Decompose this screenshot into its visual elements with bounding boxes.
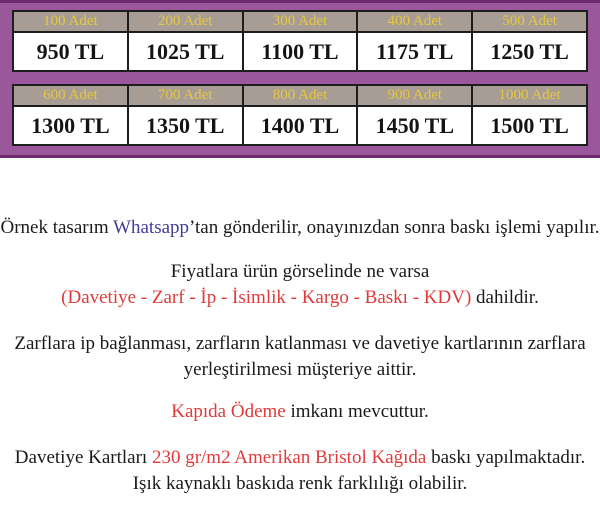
- qty-header-cell: [358, 12, 471, 31]
- note-customer-responsibility: [0, 331, 600, 383]
- included-items-text: (Davetiye - Zarf - İp - İsimlik - Kargo - Baskı - KDV): [61, 287, 472, 308]
- qty-label: 800 Adet: [272, 87, 328, 103]
- qty-label: 400 Adet: [387, 13, 443, 29]
- price-cell: [358, 107, 471, 144]
- qty-header-cell: [473, 86, 586, 105]
- note-text: dahildir.: [471, 287, 539, 308]
- paper-spec-text: 230 gr/m2 Amerikan Bristol Kağıda: [151, 447, 427, 468]
- price-cell: [14, 33, 127, 70]
- price-cell: [358, 33, 471, 70]
- note-text: Zarflara ip bağlanması, zarfların katlanması ve davetiye kartlarının zarflara yerleştirilmesi müşteriye aittir.: [14, 333, 586, 380]
- whatsapp-text: Whatsapp: [113, 217, 190, 238]
- note-paper-info: [0, 445, 600, 497]
- price-value: 1500 TL: [490, 113, 569, 138]
- note-text: Işık kaynaklı baskıda renk farklılığı olabilir.: [132, 473, 468, 494]
- qty-header-cell: [14, 12, 127, 31]
- qty-label: 900 Adet: [387, 87, 443, 103]
- price-cell: [244, 33, 357, 70]
- price-cell: [129, 33, 242, 70]
- note-text: ’tan gönderilir, onayınızdan sonra baskı işlemi yapılır.: [189, 217, 600, 238]
- note-text: Davetiye Kartları: [14, 447, 152, 468]
- qty-header-cell: [14, 86, 127, 105]
- qty-label: 700 Adet: [157, 87, 213, 103]
- price-value: 1250 TL: [490, 39, 569, 64]
- qty-label: 1000 Adet: [498, 87, 561, 103]
- price-value: 1400 TL: [260, 113, 340, 138]
- qty-label: 100 Adet: [43, 13, 98, 29]
- price-cell: [244, 107, 357, 144]
- notes-section: [0, 158, 600, 497]
- price-value: 1100 TL: [261, 39, 339, 64]
- qty-header-cell: [129, 12, 242, 31]
- note-text: baskı yapılmaktadır.: [426, 447, 586, 468]
- price-value: 1350 TL: [145, 113, 225, 138]
- price-value: 950 TL: [36, 39, 105, 64]
- note-sample-design: [0, 215, 600, 241]
- qty-label: 300 Adet: [272, 13, 328, 29]
- qty-header-cell: [129, 86, 242, 105]
- qty-header-cell: [358, 86, 471, 105]
- qty-header-cell: [473, 12, 586, 31]
- qty-label: 500 Adet: [502, 13, 557, 29]
- note-cash-on-delivery: [0, 399, 600, 425]
- price-cell: [473, 107, 586, 144]
- note-text: Örnek tasarım: [0, 217, 114, 238]
- cash-on-delivery-text: Kapıda Ödeme: [171, 401, 286, 422]
- qty-label: 600 Adet: [43, 87, 98, 103]
- price-table-100-500: [12, 10, 588, 72]
- price-value: 1025 TL: [145, 39, 225, 64]
- price-cell: [129, 107, 242, 144]
- note-text: Fiyatlara ürün görselinde ne varsa: [170, 261, 430, 282]
- price-value: 1450 TL: [375, 113, 455, 138]
- price-banner: [0, 0, 600, 158]
- price-table-600-1000: [12, 84, 588, 146]
- qty-header-cell: [244, 12, 357, 31]
- price-value: 1300 TL: [31, 113, 110, 138]
- note-price-includes: [0, 259, 600, 311]
- note-text: imkanı mevcuttur.: [285, 401, 429, 422]
- price-value: 1175 TL: [376, 39, 454, 64]
- qty-header-cell: [244, 86, 357, 105]
- price-cell: [14, 107, 127, 144]
- price-cell: [473, 33, 586, 70]
- qty-label: 200 Adet: [157, 13, 213, 29]
